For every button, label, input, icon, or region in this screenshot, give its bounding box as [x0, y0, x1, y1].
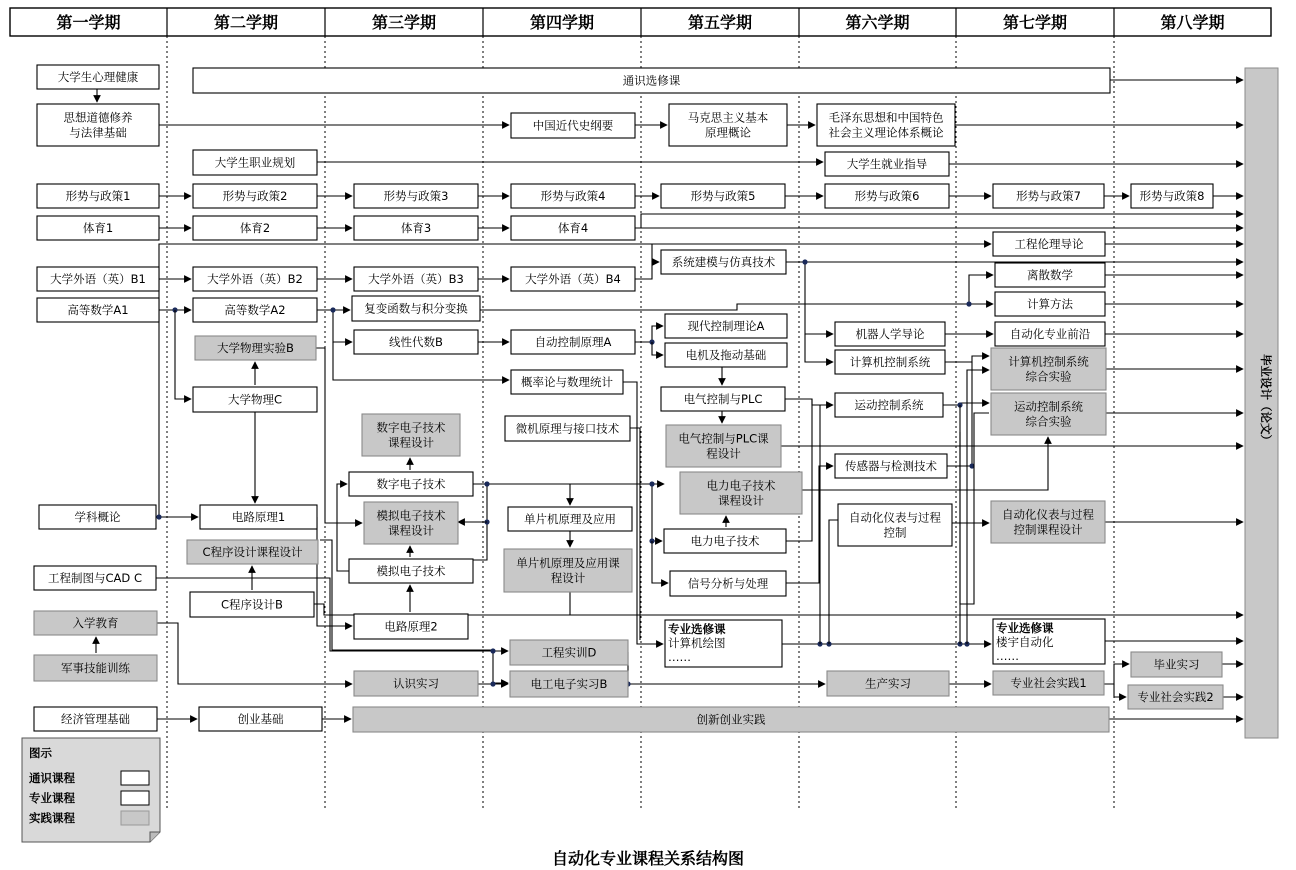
connection-line — [652, 484, 662, 541]
connection-line — [1114, 684, 1126, 697]
course-dianlu1 — [200, 505, 317, 529]
course-label: 体育4 — [557, 221, 589, 235]
course-label: 楼宇自动化 — [996, 635, 1054, 649]
course-label: 电工电子实习B — [530, 677, 608, 691]
course-label: 信号分析与处理 — [687, 576, 769, 591]
course-label: 形势与政策7 — [1016, 189, 1081, 203]
course-label: 电气控制与PLC — [683, 392, 763, 406]
course-ruxue — [34, 611, 157, 635]
course-label: 毕业实习 — [1153, 657, 1200, 672]
course-label: 社会主义理论体系概论 — [828, 125, 944, 140]
connection-line — [969, 275, 993, 304]
course-label: 高等数学A2 — [224, 303, 286, 317]
legend-item-label: 专业课程 — [29, 791, 75, 805]
course-label: 计算方法 — [1027, 297, 1073, 311]
course-lunli — [993, 232, 1105, 256]
course-label: 综合实验 — [1025, 414, 1072, 429]
course-yibiaoke — [991, 501, 1105, 543]
course-sixiang — [37, 104, 159, 146]
course-label: 工程实训D — [541, 645, 597, 660]
course-label: 微机原理与接口技术 — [515, 421, 620, 436]
course-label: 与法律基础 — [69, 125, 127, 140]
course-tiyu3 — [354, 216, 478, 240]
course-label: 高等数学A1 — [67, 303, 129, 317]
course-danpianke — [504, 549, 632, 592]
semester-label: 第四学期 — [529, 13, 595, 32]
junction-dot — [156, 514, 161, 519]
course-xingshi6 — [825, 184, 949, 208]
course-waiyu2 — [193, 267, 317, 291]
course-plcke — [666, 425, 781, 467]
course-label: 电气控制与PLC课 — [678, 431, 769, 446]
legend — [22, 738, 160, 842]
connection-line — [829, 520, 838, 644]
course-xiandai — [354, 330, 478, 354]
course-label: 模拟电子技术 — [376, 508, 446, 523]
course-label: 大学生职业规划 — [214, 155, 296, 170]
course-label: 线性代数B — [389, 335, 443, 349]
course-label: 运动控制系统 — [854, 398, 924, 412]
course-label: 体育3 — [400, 221, 432, 235]
course-xueke — [39, 505, 156, 529]
course-label: 机器人学导论 — [855, 327, 925, 341]
course-ckesheji — [187, 540, 318, 564]
course-dianlike — [680, 472, 802, 514]
course-chuanganqi — [835, 454, 947, 478]
semester-label: 第三学期 — [371, 13, 437, 32]
course-label: 体育2 — [239, 221, 271, 235]
course-jisuan — [995, 292, 1105, 316]
course-label: 程设计 — [550, 571, 586, 585]
course-label: …… — [996, 649, 1019, 663]
course-label: 控制 — [883, 525, 907, 540]
course-label: 自动化仪表与过程 — [849, 510, 941, 525]
course-label: 形势与政策6 — [854, 189, 920, 203]
course-zidong — [511, 330, 635, 354]
course-shudian — [349, 472, 473, 496]
course-gongcheng — [510, 640, 628, 665]
course-tiyu1 — [37, 216, 159, 240]
course-label: 运动控制系统 — [1014, 399, 1083, 414]
course-label: 专业社会实践2 — [1137, 690, 1214, 704]
connection-line — [316, 348, 362, 523]
course-label: 军事技能训练 — [61, 661, 130, 675]
course-xinhao — [670, 571, 786, 596]
connection-line — [630, 428, 640, 640]
graduation-design-label: 毕业设计（论文） — [1259, 354, 1273, 446]
graduation-design — [1245, 68, 1278, 738]
course-boxes — [34, 65, 1223, 732]
course-label: 离散数学 — [1027, 268, 1073, 282]
course-waiyu4 — [511, 267, 635, 291]
course-shudianke — [362, 414, 460, 456]
course-makesi — [669, 104, 787, 146]
course-label: 形势与政策4 — [540, 189, 606, 203]
course-jisuanjikz — [835, 350, 945, 374]
connection-line — [805, 334, 833, 362]
course-xinli — [37, 65, 159, 89]
connection-line — [337, 484, 349, 571]
course-diangong — [510, 671, 628, 697]
course-shengchan — [827, 671, 949, 696]
course-label: 电机及拖动基础 — [685, 348, 767, 362]
course-maozhong — [817, 104, 955, 146]
course-label: 形势与政策2 — [222, 189, 288, 203]
connection-line — [635, 262, 659, 279]
course-jingji — [34, 707, 157, 731]
connection-line — [786, 399, 812, 541]
course-label: …… — [668, 650, 691, 664]
course-danpian — [508, 507, 632, 531]
course-wuli — [193, 387, 317, 412]
course-zhiye — [193, 150, 317, 175]
junction-dot — [330, 307, 335, 312]
course-label: 单片机原理及应用 — [524, 512, 616, 526]
course-label: 综合实验 — [1025, 369, 1072, 384]
course-xingshi5 — [661, 184, 785, 208]
course-xingshi1 — [37, 184, 159, 208]
semester-label: 第八学期 — [1160, 13, 1225, 32]
course-label: 传感器与检测技术 — [845, 459, 937, 473]
legend-swatch-major — [121, 791, 149, 805]
course-label: 专业社会实践1 — [1010, 676, 1087, 690]
course-label: 复变函数与积分变换 — [364, 301, 468, 316]
course-ydshiyan — [991, 393, 1106, 435]
course-label: 思想道德修养 — [63, 110, 133, 125]
course-label: 课程设计 — [718, 493, 764, 508]
course-label: 中国近代史纲要 — [532, 118, 614, 133]
junction-dot — [484, 481, 489, 486]
course-label: 模拟电子技术 — [376, 564, 446, 578]
course-label: 形势与政策1 — [65, 189, 131, 203]
course-modianke — [364, 502, 458, 544]
course-yibiao — [838, 504, 952, 546]
course-gaoshu2 — [193, 298, 317, 322]
course-label: 工程制图与CAD C — [48, 571, 142, 585]
course-shehui1 — [993, 671, 1104, 695]
legend-swatch-general — [121, 771, 149, 785]
course-label: 电路原理1 — [231, 510, 286, 524]
connection-line — [175, 310, 191, 399]
course-label: 专业选修课 — [668, 622, 726, 636]
semester-label: 第一学期 — [56, 13, 121, 32]
legend-item-label: 实践课程 — [29, 811, 75, 825]
course-label: 课程设计 — [388, 523, 434, 538]
course-label: 电力电子技术 — [690, 534, 760, 548]
course-label: 大学外语（英）B2 — [207, 272, 303, 286]
course-zhuanxuan5 — [665, 620, 782, 667]
connection-line — [960, 413, 989, 604]
course-jiuye — [825, 152, 949, 176]
course-xingshi8 — [1131, 184, 1213, 208]
course-cchengxu — [190, 592, 314, 617]
course-weiji — [505, 416, 630, 441]
course-jianmo — [661, 250, 786, 274]
course-lisan — [995, 263, 1105, 287]
course-gailv — [511, 370, 623, 394]
course-label: 课程设计 — [388, 435, 434, 450]
course-label: 大学外语（英）B3 — [368, 272, 464, 286]
course-label: 自动化专业前沿 — [1009, 327, 1091, 341]
course-tiyu2 — [193, 216, 317, 240]
semester-label: 第五学期 — [687, 13, 753, 32]
connection-line — [333, 310, 352, 342]
course-waiyu3 — [354, 267, 478, 291]
course-jindai — [511, 113, 635, 138]
course-label: C程序设计B — [221, 597, 283, 612]
legend-title: 图示 — [29, 746, 52, 760]
course-label: 大学物理实验B — [217, 341, 294, 355]
course-wulishiyan — [195, 336, 316, 360]
course-label: 学科概论 — [74, 510, 121, 524]
course-waiyu1 — [37, 267, 159, 291]
junction-dot — [802, 259, 807, 264]
junction-dot — [966, 301, 971, 306]
connection-line — [805, 262, 833, 334]
course-label: 认识实习 — [393, 676, 439, 691]
legend-swatch-practice — [121, 811, 149, 825]
course-label: 概率论与数理统计 — [521, 375, 613, 389]
course-modian — [349, 559, 473, 583]
course-dianji — [665, 343, 787, 367]
course-chuangye — [199, 707, 322, 731]
course-label: 电路原理2 — [384, 619, 438, 634]
course-shehui2 — [1128, 685, 1223, 709]
course-junshi — [34, 655, 157, 681]
course-label: 系统建模与仿真技术 — [671, 255, 776, 269]
course-label: 创业基础 — [237, 712, 284, 726]
course-jkzshiyan — [991, 348, 1106, 390]
connection-line — [785, 399, 833, 405]
course-label: 工程伦理导论 — [1014, 237, 1084, 251]
semester-header — [10, 8, 1271, 36]
course-xingshi2 — [193, 184, 317, 208]
course-label: 原理概论 — [705, 125, 751, 140]
course-label: 现代控制理论A — [687, 319, 765, 333]
course-label: 形势与政策5 — [690, 189, 756, 203]
course-label: 形势与政策8 — [1139, 189, 1205, 203]
course-chuangxin — [353, 707, 1109, 732]
course-label: 大学外语（英）B4 — [525, 272, 621, 286]
semester-label: 第六学期 — [845, 13, 910, 32]
course-label: 体育1 — [82, 221, 114, 235]
course-label: 大学生心理健康 — [57, 70, 139, 84]
course-label: 计算机控制系统 — [1008, 354, 1089, 369]
junction-dot — [649, 481, 654, 486]
course-label: 入学教育 — [72, 616, 119, 630]
course-label: 创新创业实践 — [696, 712, 766, 727]
course-label: 专业选修课 — [996, 621, 1054, 635]
course-label: 生产实习 — [865, 676, 911, 691]
course-label: 数字电子技术 — [376, 477, 446, 491]
course-tiyu4 — [511, 216, 635, 240]
junction-dot — [490, 648, 495, 653]
connection-line — [943, 403, 989, 405]
course-label: 毛泽东思想和中国特色 — [828, 110, 944, 125]
course-label: 单片机原理及应用课 — [516, 556, 620, 570]
course-tongshi — [193, 68, 1110, 93]
course-label: 大学物理C — [227, 392, 283, 407]
course-label: 大学外语（英）B1 — [50, 272, 146, 286]
course-label: 大学生就业指导 — [846, 157, 928, 171]
legend-item-label: 通识课程 — [29, 771, 75, 785]
course-zhitu — [34, 566, 156, 590]
course-zhuanxuan7 — [993, 619, 1105, 664]
semester-label: 第二学期 — [213, 13, 279, 32]
course-yundong — [835, 393, 943, 417]
page-title: 自动化专业课程关系结构图 — [551, 849, 744, 868]
semester-label: 第七学期 — [1002, 13, 1068, 32]
course-dianlu2 — [354, 614, 468, 639]
course-label: 电力电子技术 — [706, 478, 776, 493]
course-fubian — [352, 296, 480, 321]
course-label: 通识选修课 — [622, 73, 681, 88]
course-label: 自动控制原理A — [534, 335, 612, 349]
course-label: 经济管理基础 — [61, 712, 130, 726]
connection-line — [480, 304, 993, 310]
course-label: C程序设计课程设计 — [202, 545, 303, 559]
course-biyeshixi — [1131, 652, 1222, 677]
course-renshi — [354, 671, 478, 696]
course-xiandaikz — [665, 314, 787, 338]
course-label: 形势与政策3 — [383, 189, 449, 203]
connection-line — [641, 214, 1243, 228]
course-plc — [661, 387, 785, 411]
course-label: 计算机绘图 — [668, 636, 726, 650]
connection-line — [967, 370, 989, 644]
connection-line — [945, 356, 989, 362]
course-label: 控制课程设计 — [1013, 522, 1083, 537]
course-label: 计算机控制系统 — [849, 355, 931, 369]
course-label: 自动化仪表与过程 — [1002, 507, 1094, 522]
junction-dot — [490, 681, 495, 686]
course-xingshi3 — [354, 184, 478, 208]
course-label: 程设计 — [706, 446, 741, 461]
connection-line — [157, 623, 352, 684]
course-jiqiren — [835, 322, 945, 346]
connection-line — [314, 604, 1243, 615]
course-qianyan — [995, 322, 1105, 346]
course-label: 数字电子技术 — [376, 420, 446, 435]
connection-line — [1104, 664, 1129, 684]
course-gaoshu1 — [37, 298, 159, 322]
course-label: 马克思主义基本 — [687, 110, 769, 125]
course-xingshi4 — [511, 184, 635, 208]
course-dianli — [664, 529, 786, 553]
course-xingshi7 — [993, 184, 1104, 208]
connection-line — [635, 326, 663, 342]
